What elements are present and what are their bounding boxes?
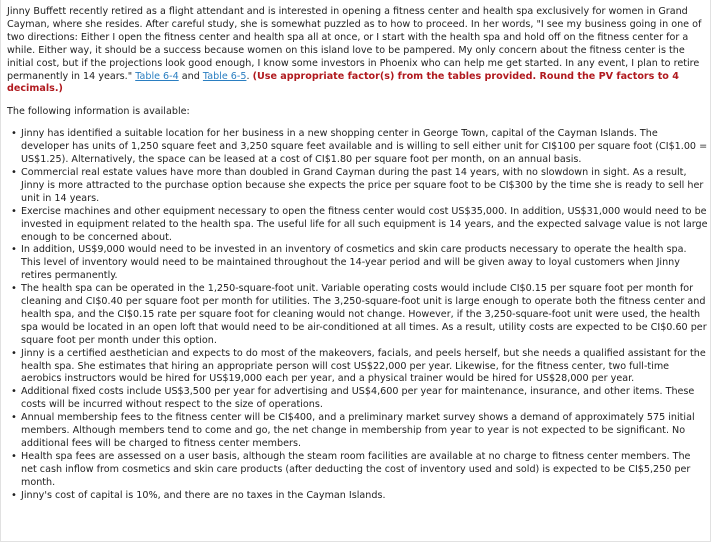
rounding-instruction: (Use appropriate factor(s) from the tables provided. Round the PV factors to 4 decimals.): [7, 70, 679, 95]
list-item: • Jinny has identified a suitable location for her business in a new shopping center in George Town, capital of the Cayman Islands. The developer has units of 1,250 square feet and 3,250 square feet available and is willing to sell either unit for CI$100 per square foot (CI$1.00 = US$1.25). Alternatively, the space can be leased at a cost of CI$1.80 per square foot per month, on an annual basis.: [21, 128, 710, 167]
list-item: • Health spa fees are assessed on a user basis, although the steam room facilities are available at no charge to fitness center members. The net cash inflow from cosmetics and skin care products (after deducting the cost of inventory used and sold) is expected to be CI$5,250 per month.: [21, 451, 710, 490]
list-item: • Jinny's cost of capital is 10%, and there are no taxes in the Cayman Islands.: [21, 490, 710, 503]
table-6-5-link[interactable]: Table 6-5: [202, 70, 247, 82]
problem-intro: Jinny Buffett recently retired as a flight attendant and is interested in opening a fitness center and health spa exclusively for women in Grand Cayman, where she resides. After careful study, she is somewhat puzzled as to how to proceed. In her words, "I see my business going in one of two directions: Either I open the fitness center and health spa all at once, or I start with the health spa and hold off on the fitness center for a while. Either way, it should be a success because women on this island love to be pampered. My only concern about the fitness center is the initial cost, but if the projections look good enough, I know some investors in Phoenix who can help me get started. In any event, I plan to retire permanently in 14 years." Table 6-4 and Table 6-5. (Use appropriate factor(s) from the tables provided. Round the PV factors to 4 decimals.): [7, 6, 702, 95]
table-6-4-link[interactable]: Table 6-4: [135, 70, 179, 82]
following-info-label: The following information is available:: [7, 106, 190, 118]
intro-text: Jinny Buffett recently retired as a flight attendant and is interested in opening a fitness center and health spa exclusively for women in Grand Cayman, where she resides. After careful study, she is somewhat puzzled as to how to proceed. In her words, "I see my business going in one of two directions: Either I open the fitness center and health spa all at once, or I start with the health spa and hold off on the fitness center for a while. Either way, it should be a success because women on this island love to be pampered. My only concern about the fitness center is the initial cost, but if the projections look good enough, I know some investors in Phoenix who can help me get started. In any event, I plan to retire permanently in 14 years.": [7, 6, 702, 82]
list-item: • In addition, US$9,000 would need to be invested in an inventory of cosmetics and skin care products necessary to operate the health spa. This level of inventory would need to be maintained throughout the 14-year period and will be given away to loyal customers when Jinny retires permanently.: [21, 244, 710, 283]
list-item: • Exercise machines and other equipment necessary to open the fitness center would cost US$35,000. In addition, US$31,000 would need to be invested in equipment related to the health spa. The useful life for all such equipment is 14 years, and the expected salvage value is not large enough to be concerned about.: [21, 206, 710, 245]
facts-list: [7, 128, 710, 502]
and-text: and: [181, 70, 200, 82]
list-item: • Commercial real estate values have more than doubled in Grand Cayman during the past 14 years, with no slowdown in sight. As a result, Jinny is more attracted to the purchase option because she expects the price per square foot to be CI$300 by the time she is ready to sell her unit in 14 years.: [21, 167, 710, 206]
list-item: • Additional fixed costs include US$3,500 per year for advertising and US$4,600 per year for maintenance, insurance, and other items. These costs will be incurred without respect to the size of operations.: [21, 386, 710, 412]
list-item: • Annual membership fees to the fitness center will be CI$400, and a preliminary market survey shows a demand of approximately 575 initial members. Although members tend to come and go, the net change in membership from year to year is not expected to be significant. No additional fees will be charged to fitness center members.: [21, 412, 710, 451]
list-item: • Jinny is a certified aesthetician and expects to do most of the makeovers, facials, and peels herself, but she needs a qualified assistant for the health spa. She estimates that hiring an appropriate person will cost US$22,000 per year. Likewise, for the fitness center, two full-time aerobics instructors would be hired for US$19,000 each per year, and a physical trainer would be hired for US$28,000 per year.: [21, 348, 710, 387]
list-item: • The health spa can be operated in the 1,250-square-foot unit. Variable operating costs would include CI$0.15 per square foot per month for cleaning and CI$0.40 per square foot per month for utilities. The 3,250-square-foot unit is large enough to operate both the fitness center and health spa, and the CI$0.15 rate per square foot for cleaning would not change. However, if the 3,250-square-foot unit were used, the health spa would be located in an open loft that would need to be air-conditioned at all times. As a result, utility costs are expected to be CI$0.60 per square foot per month under this option.: [21, 283, 710, 348]
